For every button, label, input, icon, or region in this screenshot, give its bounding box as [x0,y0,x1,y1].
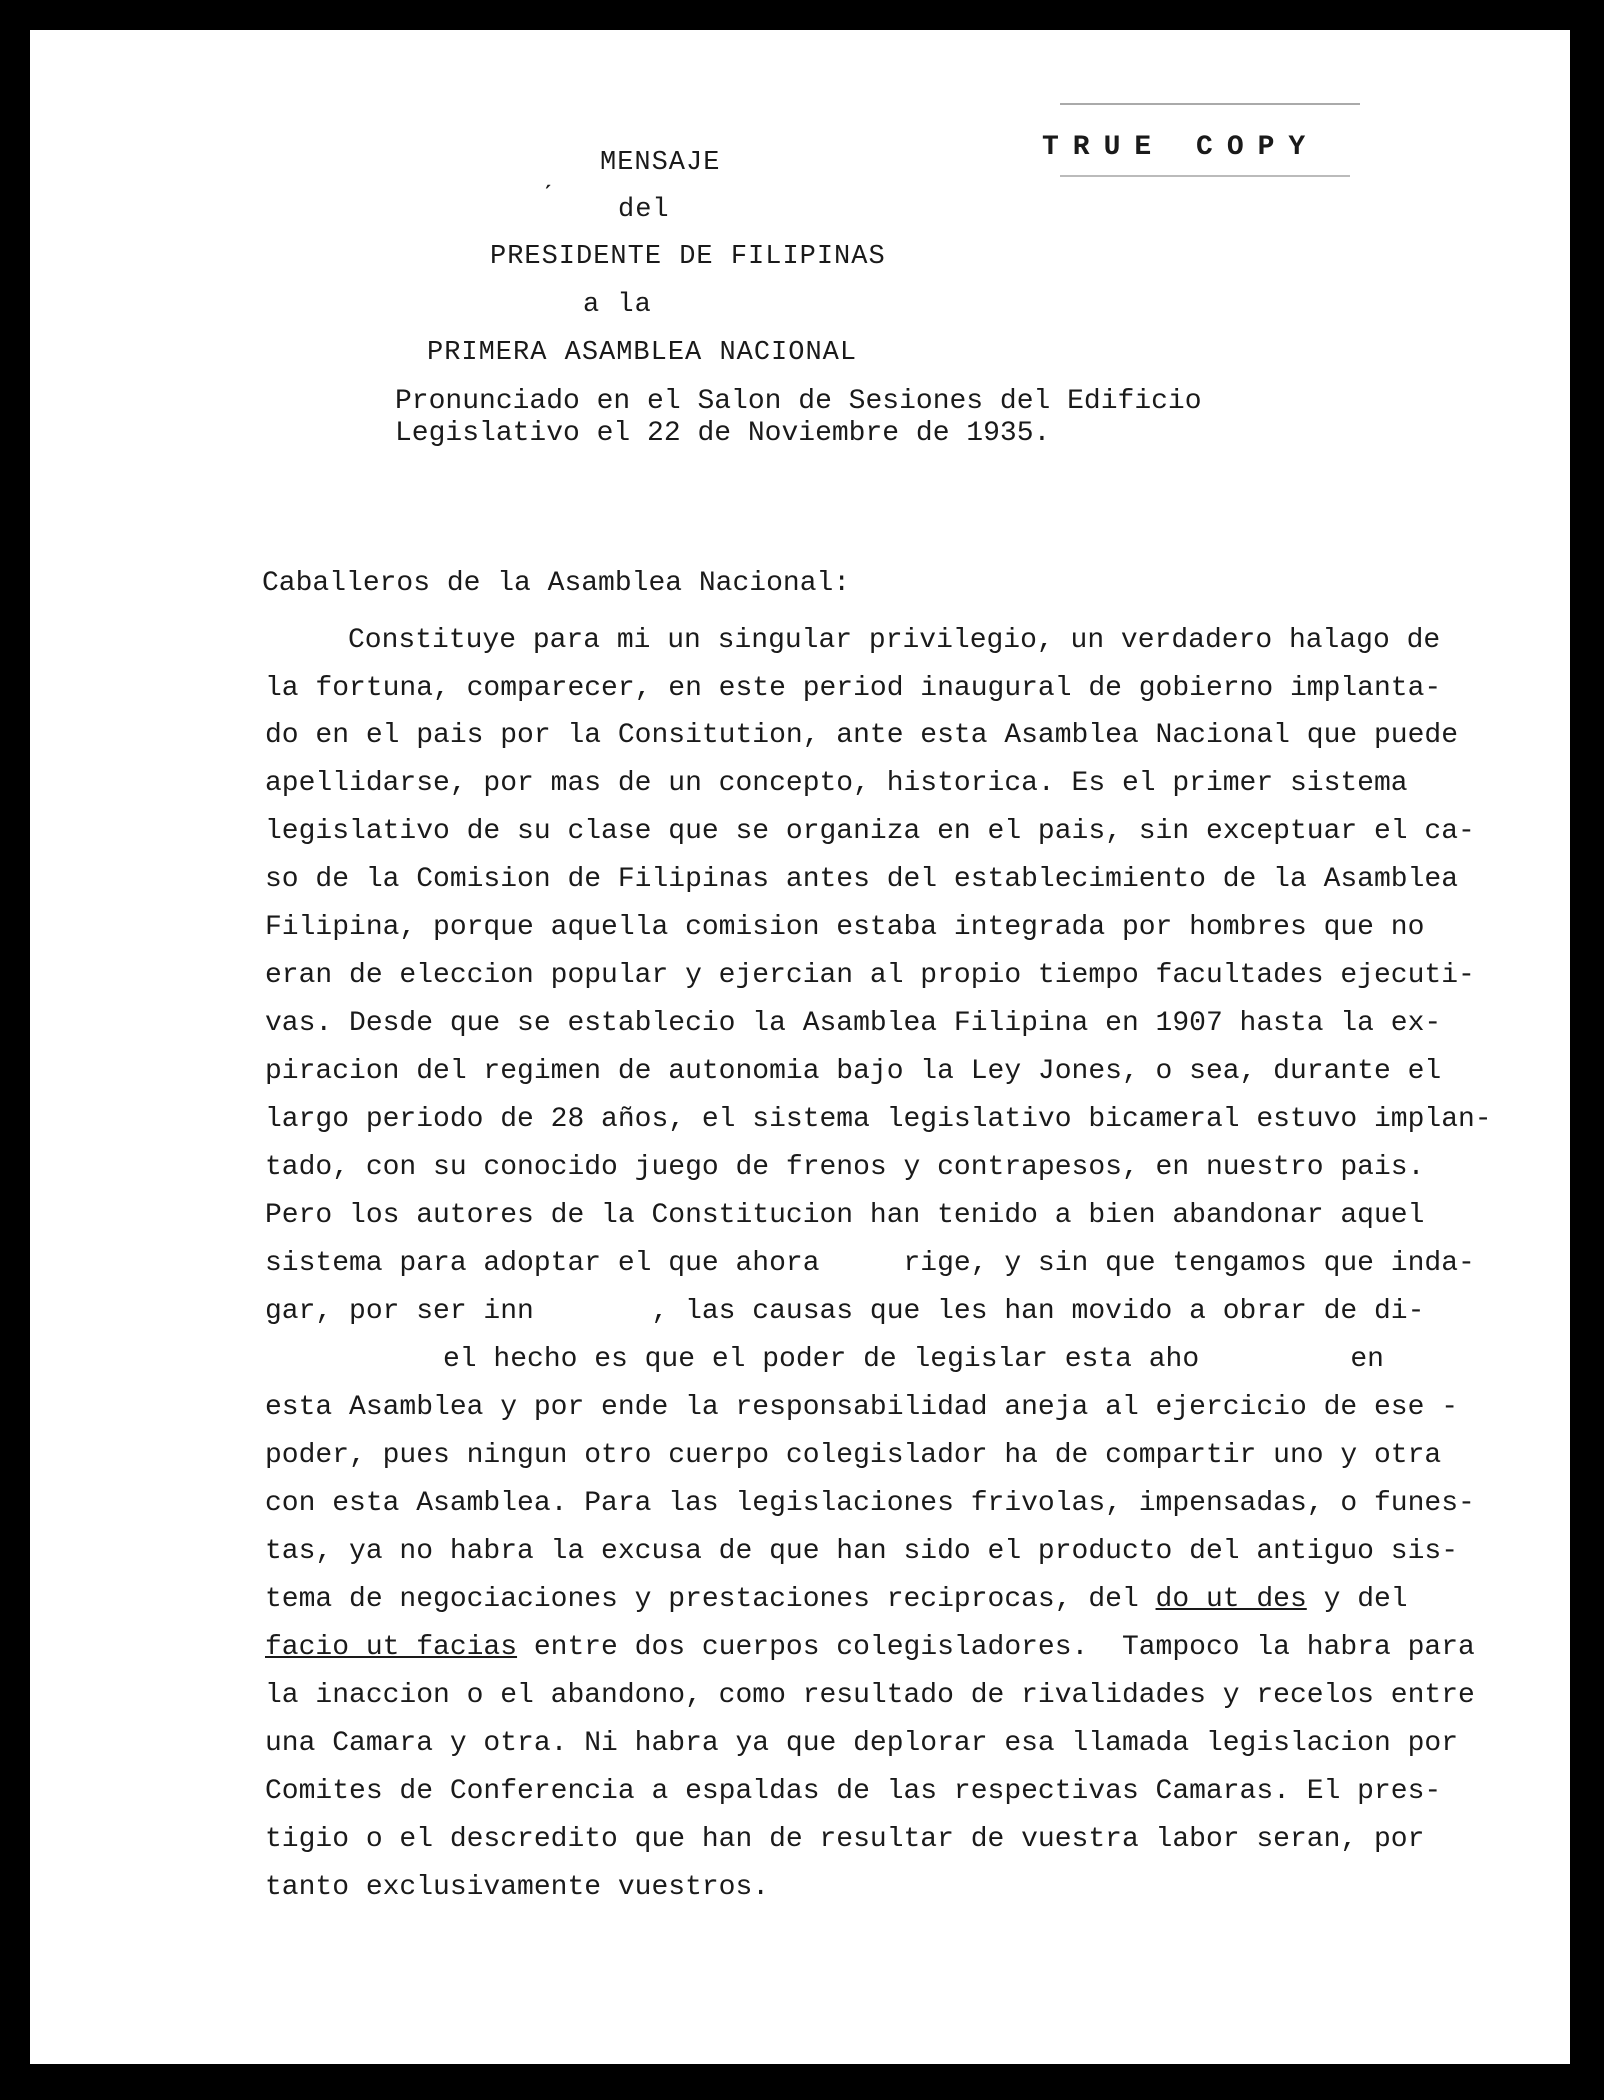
body-line: sistema para adoptar el que ahora rige, y sin que tengamos que inda- [265,1248,1475,1279]
body-line: Constituye para mi un singular privilegio, un verdadero halago de [348,625,1441,656]
body-line: so de la Comision de Filipinas antes del establecimiento de la Asamblea [265,864,1458,895]
body-line [265,1632,1475,1663]
body-line: apellidarse, por mas de un concepto, historica. Es el primer sistema [265,768,1408,799]
header-president: PRESIDENTE DE FILIPINAS [490,242,886,272]
stamp-rule-top [1060,103,1360,105]
body-line: gar, por ser inn , las causas que les han movido a obrar de di- [265,1296,1425,1327]
body-line: vas. Desde que se establecio la Asamblea Filipina en 1907 hasta la ex- [265,1008,1442,1039]
body-line: tado, con su conocido juego de frenos y contrapesos, en nuestro pais. [265,1152,1425,1183]
body-line: poder, pues ningun otro cuerpo colegislador ha de compartir uno y otra [265,1440,1442,1471]
body-line: la inaccion o el abandono, como resultado de rivalidades y recelos entre [265,1680,1475,1711]
header-title: MENSAJE [600,148,721,178]
body-text: tema de negociaciones y prestaciones reciprocas, del [265,1584,1156,1615]
body-text: y del [1306,1584,1408,1615]
latin-phrase-do-ut-des: do ut des [1155,1584,1307,1615]
true-copy-stamp: TRUE COPY [1042,132,1320,163]
header-mark: ˏ [540,162,558,192]
body-line: el hecho es que el poder de legislar esta aho en [443,1344,1384,1375]
body-line [265,1584,1408,1615]
body-line: Pero los autores de la Constitucion han tenido a bien abandonar aquel [265,1200,1425,1231]
body-line: Filipina, porque aquella comision estaba integrada por hombres que no [265,912,1425,943]
body-line: piracion del regimen de autonomia bajo la Ley Jones, o sea, durante el [265,1056,1442,1087]
salutation: Caballeros de la Asamblea Nacional: [262,568,851,599]
document-page [30,30,1570,2064]
body-line: tanto exclusivamente vuestros. [265,1872,770,1903]
body-line: eran de eleccion popular y ejercian al propio tiempo facultades ejecuti- [265,960,1475,991]
body-line: largo periodo de 28 años, el sistema legislativo bicameral estuvo implan- [265,1104,1492,1135]
body-line: Comites de Conferencia a espaldas de las respectivas Camaras. El pres- [265,1776,1442,1807]
body-line: esta Asamblea y por ende la responsabilidad aneja al ejercicio de ese - [265,1392,1458,1423]
subtitle-line-1: Pronunciado en el Salon de Sesiones del Edificio [395,386,1202,417]
header-a-la: a la [583,290,652,320]
stamp-rule-bottom [1060,175,1350,177]
body-line: la fortuna, comparecer, en este period inaugural de gobierno implanta- [265,673,1442,704]
body-line: tigio o el descredito que han de resultar de vuestra labor seran, por [265,1824,1425,1855]
header-assembly: PRIMERA ASAMBLEA NACIONAL [427,338,858,368]
body-line: legislativo de su clase que se organiza en el pais, sin exceptuar el ca- [265,816,1475,847]
body-line: con esta Asamblea. Para las legislaciones frivolas, impensadas, o funes- [265,1488,1475,1519]
body-line: tas, ya no habra la excusa de que han sido el producto del antiguo sis- [265,1536,1458,1567]
body-line: do en el pais por la Consitution, ante esta Asamblea Nacional que puede [265,720,1458,751]
body-text: entre dos cuerpos colegisladores. Tampoco la habra para [517,1632,1475,1663]
header-del: del [618,195,670,225]
body-line: una Camara y otra. Ni habra ya que deplorar esa llamada legislacion por [265,1728,1458,1759]
latin-phrase-facio-ut-facias: facio ut facias [265,1632,518,1663]
subtitle-line-2: Legislativo el 22 de Noviembre de 1935. [395,418,1051,449]
